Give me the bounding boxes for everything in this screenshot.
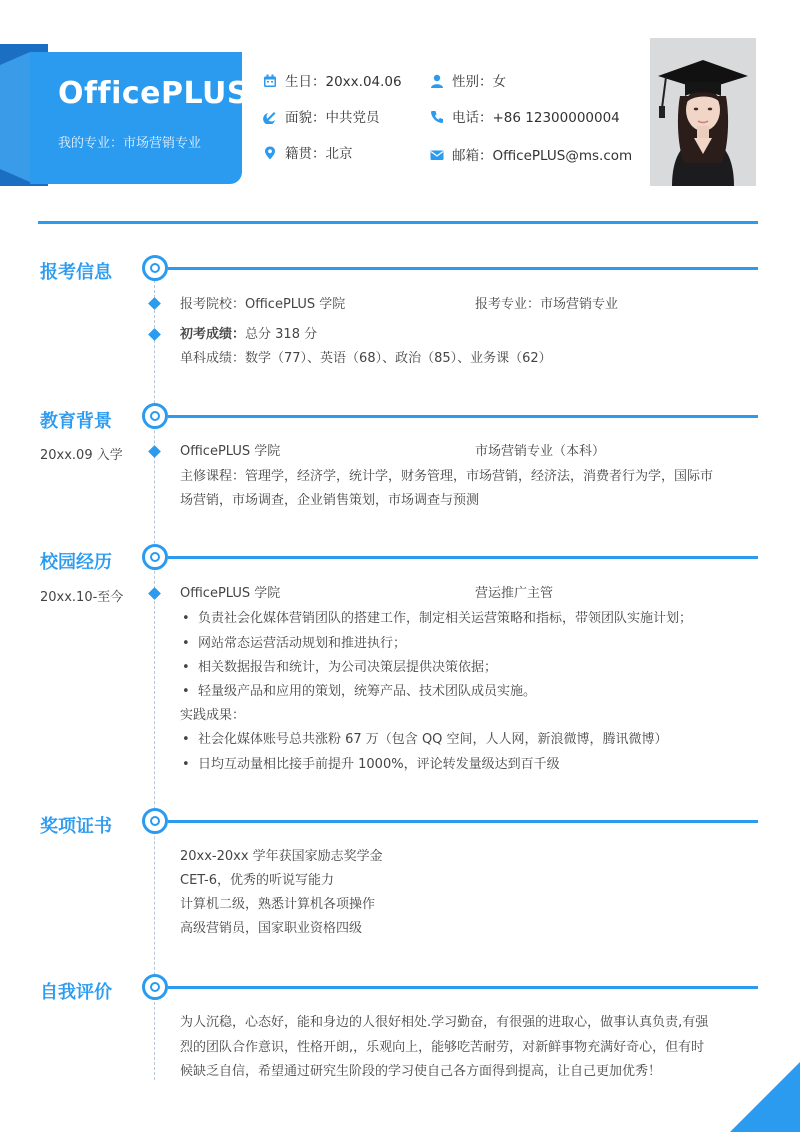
campus-duty: • 负责社会化媒体营销团队的搭建工作，制定相关运营策略和指标，带领团队实施计划； xyxy=(198,610,692,628)
self-eval-line: 候缺乏自信，希望通过研究生阶段的学习使自己各方面得到提高，让自己更加优秀！ xyxy=(180,1064,662,1079)
section-marker-icon xyxy=(142,544,168,570)
mail-icon xyxy=(430,148,444,162)
calendar-icon xyxy=(263,74,277,88)
section-marker-icon xyxy=(142,255,168,281)
resume-name: OfficePLUS xyxy=(58,76,250,111)
diamond-bullet-icon xyxy=(148,587,161,600)
award-item: 计算机二级，熟悉计算机各项操作 xyxy=(180,897,376,912)
campus-duty: • 轻量级产品和应用的策划，统筹产品、技术团队成员实施。 xyxy=(198,683,536,701)
diamond-bullet-icon xyxy=(148,297,161,310)
exam-subjects: 单科成绩：数学（77）、英语（68）、政治（85）、业务课（62） xyxy=(180,351,552,366)
campus-date: 20xx.10-至今 xyxy=(40,590,124,605)
award-item: 高级营销员，国家职业资格四级 xyxy=(180,921,363,936)
politics-info: 面貌：中共党员 xyxy=(263,109,380,127)
title-box xyxy=(30,52,242,184)
section-title-education: 教育背景 xyxy=(40,411,112,432)
email-info: 邮箱：OfficePLUS@ms.com xyxy=(430,147,632,165)
education-courses: 主修课程：管理学，经济学，统计学，财务管理，市场营销，经济法，消费者行为学，国际市 xyxy=(180,469,714,484)
section-rule xyxy=(168,267,758,270)
person-icon xyxy=(430,74,444,88)
campus-org: OfficePLUS 学院 xyxy=(180,586,281,601)
hometown-info: 籍贯：北京 xyxy=(263,145,353,163)
campus-result: • 社会化媒体账号总共涨粉 67 万（包含 QQ 空间，人人网，新浪微博，腾讯微博） xyxy=(198,731,668,749)
profile-photo xyxy=(650,38,756,186)
self-eval-line: 烈的团队合作意识，性格开朗,，乐观向上，能够吃苦耐劳，对新鲜事物充满好奇心，但有时 xyxy=(180,1040,705,1055)
exam-school: 报考院校：OfficePLUS 学院 xyxy=(180,297,346,312)
phone-info: 电话：+86 12300000004 xyxy=(430,109,620,127)
campus-duty: • 相关数据报告和统计，为公司决策层提供决策依据； xyxy=(198,659,497,677)
campus-duty: • 网站常态运营活动规划和推进执行； xyxy=(198,635,406,653)
section-rule xyxy=(168,986,758,989)
birthday-info: 生日：20xx.04.06 xyxy=(263,73,402,91)
phone-icon xyxy=(430,110,444,124)
section-marker-icon xyxy=(142,403,168,429)
graduate-portrait-icon xyxy=(650,38,756,186)
timeline-line xyxy=(154,270,155,1080)
section-title-campus: 校园经历 xyxy=(40,552,112,573)
header-divider xyxy=(38,221,758,224)
campus-result: • 日均互动量相比接手前提升 1000%，评论转发量级达到百千级 xyxy=(198,756,560,774)
section-marker-icon xyxy=(142,808,168,834)
section-rule xyxy=(168,556,758,559)
major-line: 我的专业：市场营销专业 xyxy=(58,136,202,151)
party-emblem-icon xyxy=(263,110,277,124)
diamond-bullet-icon xyxy=(148,328,161,341)
section-marker-icon xyxy=(142,974,168,1000)
education-school: OfficePLUS 学院 xyxy=(180,444,281,459)
exam-score: 初考成绩：总分 318 分 xyxy=(180,327,318,342)
section-rule xyxy=(168,415,758,418)
header-flag-light xyxy=(0,52,30,182)
gender-info: 性别：女 xyxy=(430,73,506,91)
section-title-exam: 报考信息 xyxy=(40,262,112,283)
campus-results-label: 实践成果： xyxy=(180,708,246,723)
award-item: CET-6，优秀的听说写能力 xyxy=(180,873,335,888)
diamond-bullet-icon xyxy=(148,445,161,458)
education-major: 市场营销专业（本科） xyxy=(475,444,606,459)
location-pin-icon xyxy=(263,146,277,160)
corner-decoration xyxy=(730,1062,800,1132)
award-item: 20xx-20xx 学年获国家励志奖学金 xyxy=(180,849,383,864)
campus-role: 营运推广主管 xyxy=(475,586,554,601)
section-title-self: 自我评价 xyxy=(40,982,112,1003)
self-eval-line: 为人沉稳，心态好，能和身边的人很好相处.学习勤奋，有很强的进取心，做事认真负责,有强 xyxy=(180,1015,709,1030)
education-date: 20xx.09 入学 xyxy=(40,448,123,463)
section-title-awards: 奖项证书 xyxy=(40,816,112,837)
education-courses-cont: 场营销，市场调查，企业销售策划，市场调查与预测 xyxy=(180,493,480,508)
exam-major: 报考专业：市场营销专业 xyxy=(475,297,619,312)
section-rule xyxy=(168,820,758,823)
